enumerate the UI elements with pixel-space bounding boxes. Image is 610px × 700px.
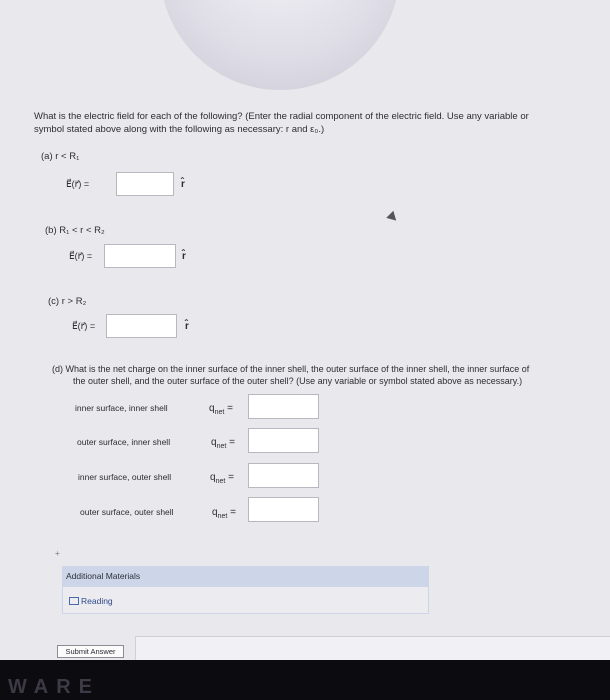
surface-label-2: outer surface, inner shell bbox=[77, 437, 171, 447]
part-a-unit-vector: r̂ bbox=[181, 179, 185, 190]
qnet-symbol: q bbox=[210, 472, 216, 483]
plus-mark: + bbox=[55, 549, 60, 558]
question-text bbox=[34, 110, 610, 136]
qnet-input-outer-inner[interactable] bbox=[248, 428, 319, 453]
part-d-question bbox=[52, 363, 610, 387]
qnet-symbol: q bbox=[209, 403, 215, 414]
additional-materials-header: Additional Materials bbox=[62, 566, 429, 586]
reading-link[interactable] bbox=[69, 596, 113, 606]
qnet-subscript: net bbox=[217, 513, 228, 520]
qnet-input-inner-inner[interactable] bbox=[248, 394, 319, 419]
qnet-symbol: q bbox=[211, 437, 217, 448]
part-d-line-2: the outer shell, and the outer surface of the outer shell? (Use any variable or symbol stated above as necessary.) bbox=[73, 376, 523, 386]
qnet-subscript: net bbox=[215, 478, 226, 485]
sphere-figure bbox=[160, 0, 400, 90]
part-d-line-1: (d) What is the net charge on the inner surface of the inner shell, the outer surface of the inner shell, the inner surface of bbox=[52, 364, 530, 374]
reading-link-label: Reading bbox=[81, 596, 113, 606]
qnet-label-1 bbox=[209, 403, 233, 416]
submit-answer-button[interactable]: Submit Answer bbox=[57, 645, 124, 658]
surface-label-1: inner surface, inner shell bbox=[75, 403, 168, 413]
submit-area bbox=[135, 636, 610, 661]
qnet-label-4 bbox=[212, 507, 236, 520]
part-a-answer-input[interactable] bbox=[116, 172, 174, 196]
qnet-subscript: net bbox=[214, 409, 225, 416]
brand-logo: WARE bbox=[8, 676, 100, 698]
qnet-label-2 bbox=[211, 437, 235, 450]
part-a-label: (a) r < R₁ bbox=[41, 151, 80, 162]
mouse-cursor-icon bbox=[386, 211, 399, 224]
qnet-input-inner-outer[interactable] bbox=[248, 463, 319, 488]
surface-label-3: inner surface, outer shell bbox=[78, 472, 172, 482]
part-c-field-label: E⃗(r⃗) = bbox=[72, 321, 96, 331]
part-c-unit-vector: r̂ bbox=[185, 321, 189, 332]
qnet-equals: = bbox=[230, 507, 236, 518]
part-b-label: (b) R₁ < r < R₂ bbox=[45, 225, 105, 236]
qnet-symbol: q bbox=[212, 507, 218, 518]
qnet-equals: = bbox=[229, 437, 235, 448]
part-c-answer-input[interactable] bbox=[106, 314, 177, 338]
qnet-equals: = bbox=[227, 403, 233, 414]
book-icon bbox=[69, 597, 79, 605]
qnet-input-outer-outer[interactable] bbox=[248, 497, 319, 522]
part-b-field-label: E⃗(r⃗) = bbox=[69, 251, 93, 261]
question-line-2: symbol stated above along with the following as necessary: r and ε₀.) bbox=[34, 124, 325, 135]
surface-label-4: outer surface, outer shell bbox=[80, 507, 174, 517]
part-b-unit-vector: r̂ bbox=[182, 251, 186, 262]
part-c-label: (c) r > R₂ bbox=[48, 296, 87, 307]
qnet-label-3 bbox=[210, 472, 234, 485]
question-line-1: What is the electric field for each of the following? (Enter the radial component of the electric field. Use any variable or bbox=[34, 111, 529, 122]
additional-materials-panel bbox=[62, 586, 429, 614]
part-b-answer-input[interactable] bbox=[104, 244, 176, 268]
qnet-equals: = bbox=[228, 472, 234, 483]
qnet-subscript: net bbox=[216, 443, 227, 450]
part-a-field-label: E⃗(r⃗) = bbox=[66, 179, 90, 189]
